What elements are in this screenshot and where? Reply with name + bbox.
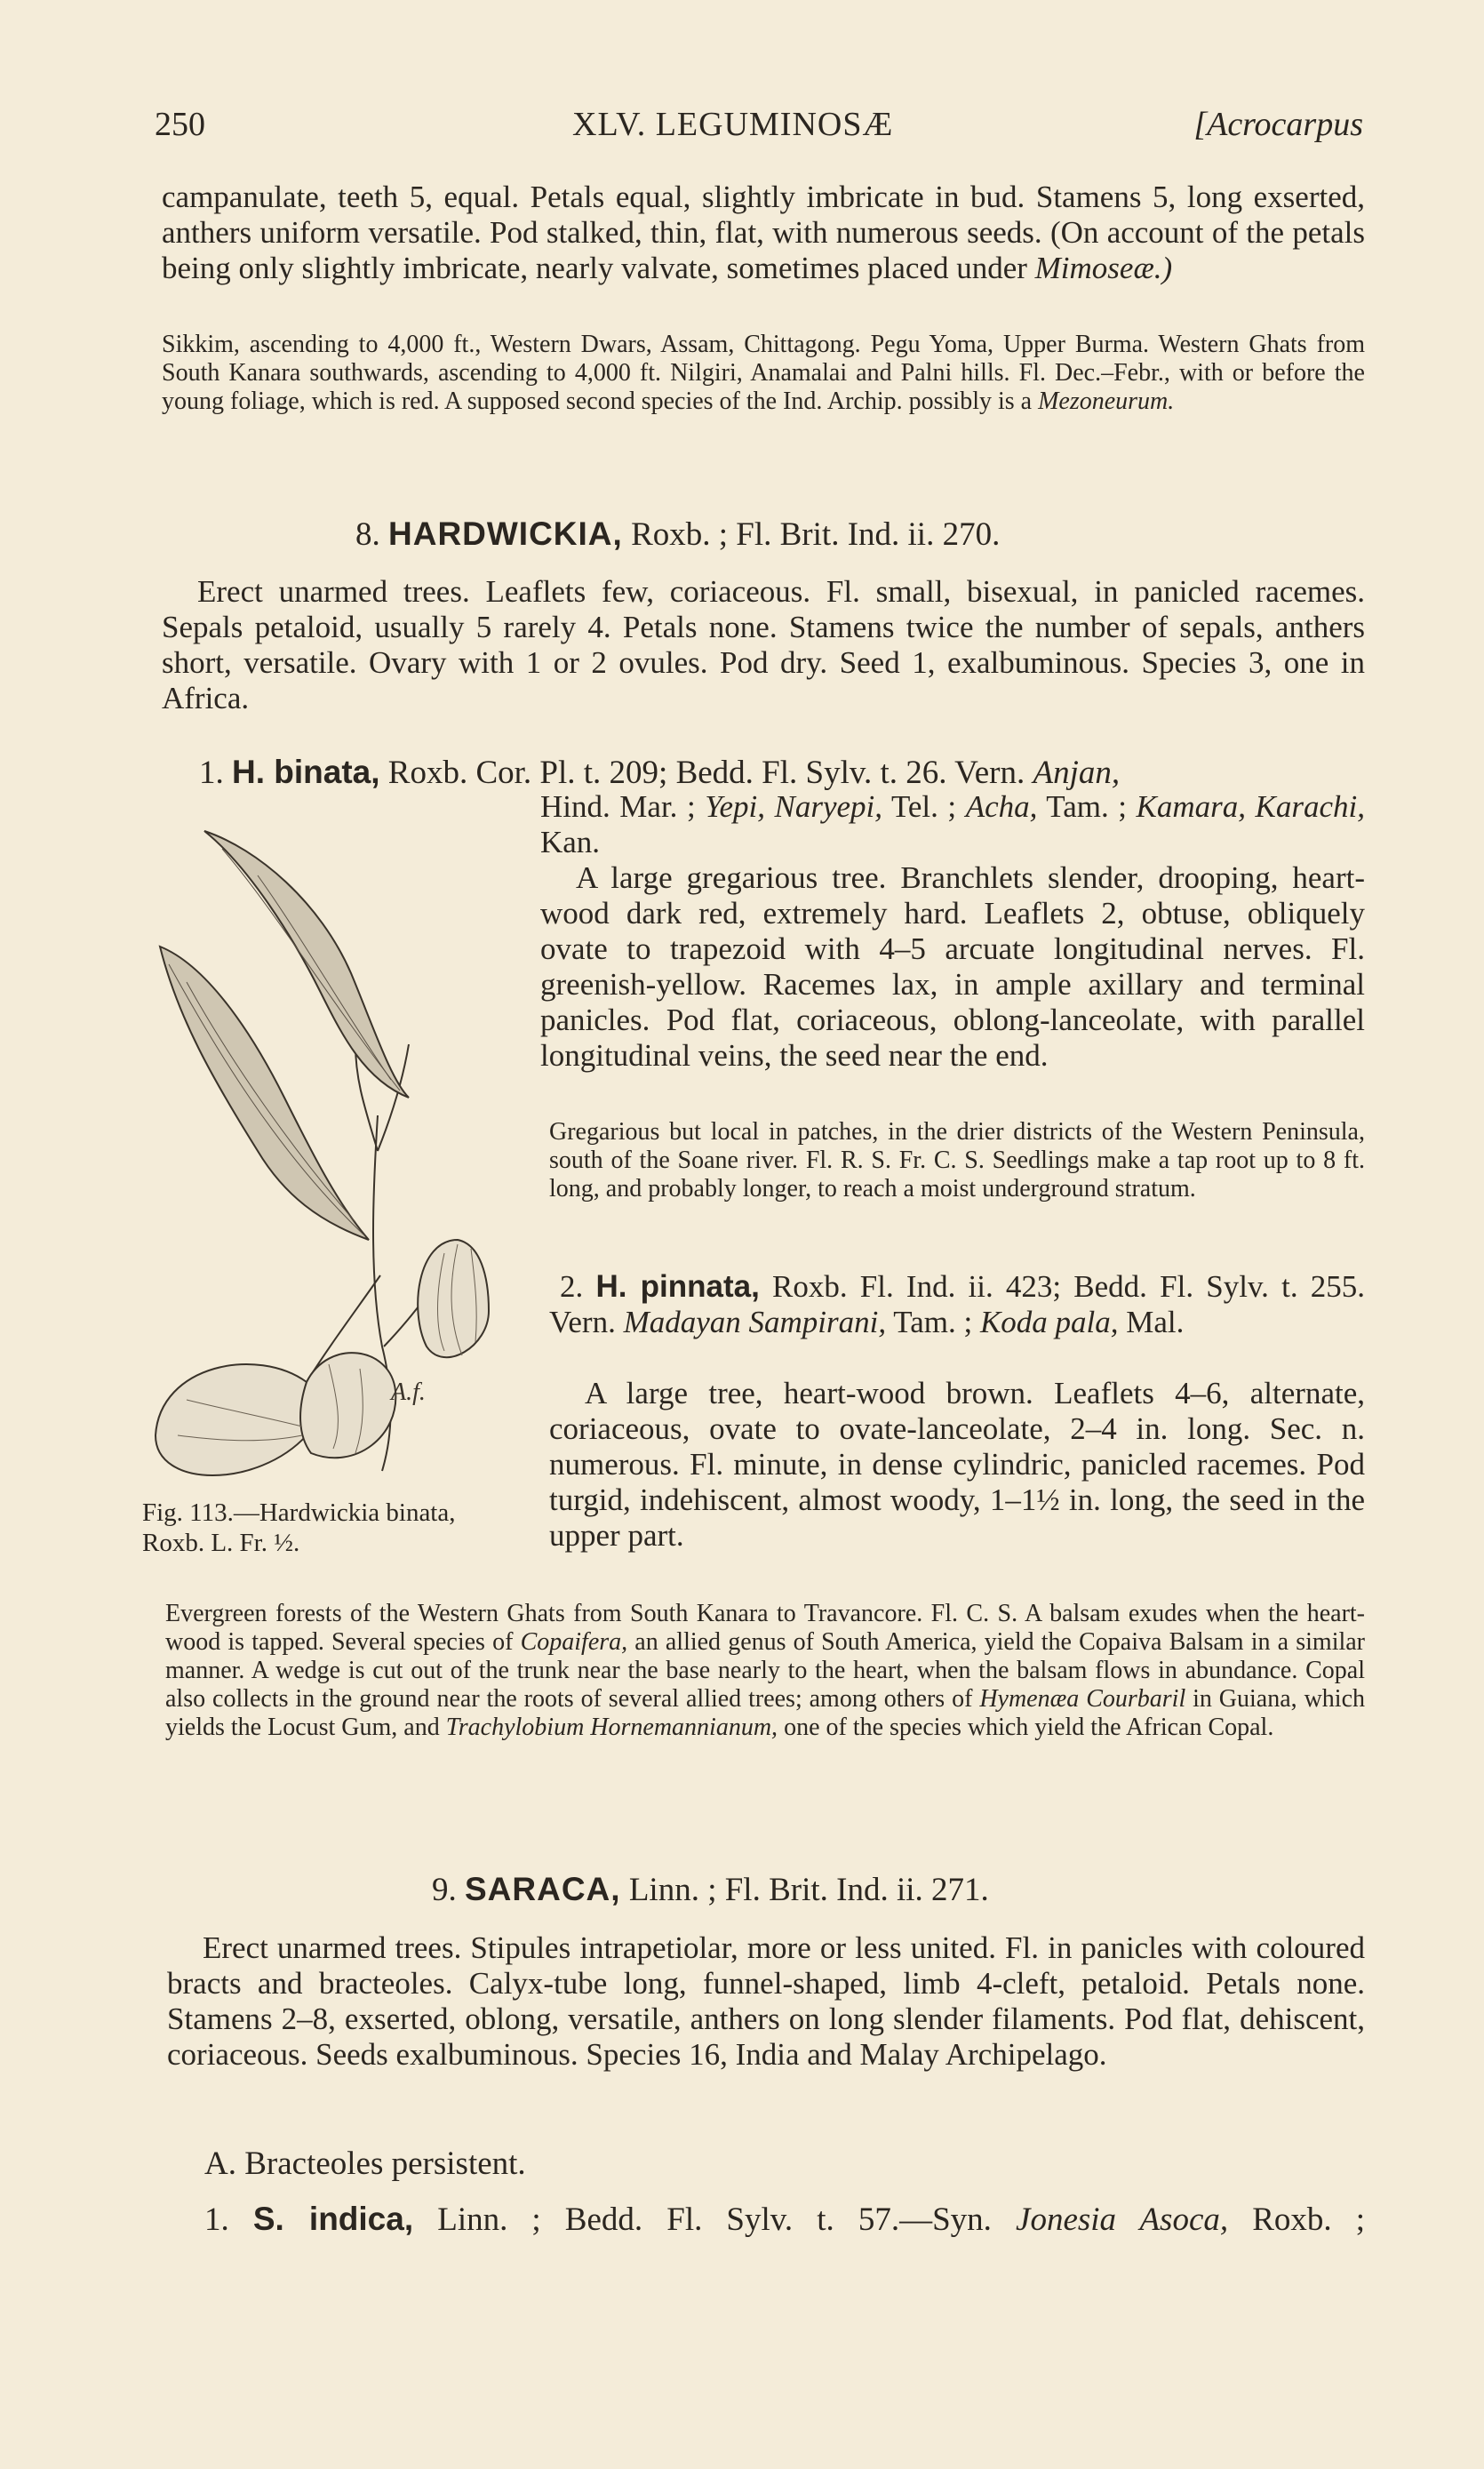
genus-heading-saraca: 9. SARACA, Linn. ; Fl. Brit. Ind. ii. 271.	[432, 1871, 989, 1908]
hardwickia-binata-illustration	[151, 813, 542, 1498]
leaflet-left-b	[300, 1353, 395, 1458]
h-binata-distribution: Gregarious but local in patches, in the drier districts of the Western Peninsula, south of the Soane river. Fl. R. S. Fr. C. S. Seedlings make a tap root up to 8 ft. long, and probably longer, to reach a moist underground stratum.	[549, 1118, 1365, 1203]
leaflet-right	[418, 1240, 489, 1357]
h-pinnata-description: A large tree, heart-wood brown. Leaflets 4–6, alternate, coriaceous, ovate to ovate-lanceolate, 2–4 in. long. Sec. n. numerous. Fl. minute, in dense cylindric, panicled racemes. Pod turgid, indehiscent, almost woody, 1–1½ in. long, the seed in the upper part.	[549, 1376, 1365, 1553]
species-heading-h-pinnata: 2. H. pinnata, Roxb. Fl. Ind. ii. 423; Bedd. Fl. Sylv. t. 255. Vern. Madayan Sampirani, Tam. ; Koda pala, Mal.	[549, 1269, 1366, 1339]
h-binata-description: A large gregarious tree. Branchlets slender, drooping, heart-wood dark red, extremely hard. Leaflets 2, obtuse, obliquely ovate to trapezoid with 4–5 arcuate longitudinal nerves. Fl. greenish-yellow. Racemes lax, in ample axillary and terminal panicles. Pod flat, coriaceous, oblong-lanceolate, with parallel longitudinal veins, the seed near the end.	[540, 860, 1365, 1073]
chapter-title: XLV. LEGUMINOSÆ	[572, 106, 894, 143]
subsection-heading: A. Bracteoles persistent.	[204, 2145, 526, 2182]
h-binata-vernacular: Hind. Mar. ; Yepi, Naryepi, Tel. ; Acha, Tam. ; Kamara, Karachi, Kan.	[540, 789, 1366, 859]
page-number: 250	[155, 106, 205, 143]
species-heading-s-indica: 1. S. indica, Linn. ; Bedd. Fl. Sylv. t. 57.—Syn. Jonesia Asoca, Roxb. ;	[204, 2201, 1366, 2238]
intro-distribution: Sikkim, ascending to 4,000 ft., Western Dwars, Assam, Chittagong. Pegu Yoma, Upper Burma. Western Ghats from South Kanara southwards, ascending to 4,000 ft. Nilgiri, Anamalai and Palni hills. Fl. Dec.–Febr., with or before the young foliage, which is red. A supposed second species of the Ind. Archip. possibly is a Mezoneurum.	[162, 331, 1365, 415]
h-pinnata-distribution: Evergreen forests of the Western Ghats from South Kanara to Travancore. Fl. C. S. A balsam exudes when the heart-wood is tapped. Several species of Copaifera, an allied genus of South America, yield the Copaiva Balsam in a similar manner. A wedge is cut out of the trunk near the base nearly to the heart, when the balsam flows in abundance. Copal also collects in the ground near the roots of several allied trees; among others of Hymenæa Courbaril in Guiana, which yields the Locust Gum, and Trachylobium Hornemannianum, one of the species which yield the African Copal.	[165, 1600, 1366, 1741]
leaflet-left-a	[156, 1364, 316, 1475]
figure-caption: Fig. 113.—Hardwickia binata, Roxb. L. Fr. ½.	[142, 1498, 456, 1557]
page-header	[155, 105, 1363, 149]
genus-heading-hardwickia: 8. HARDWICKIA, Roxb. ; Fl. Brit. Ind. ii. 270.	[355, 515, 1001, 553]
saraca-description: Erect unarmed trees. Stipules intrapetiolar, more or less united. Fl. in panicles with coloured bracts and bracteoles. Calyx-tube long, funnel-shaped, limb 4-cleft, petaloid. Petals none. Stamens 2–8, exserted, oblong, versatile, anthers on long slender filaments. Pod flat, dehiscent, coriaceous. Seeds exalbuminous. Species 16, India and Malay Archipelago.	[167, 1930, 1365, 2072]
illustrator-initials: A.f.	[391, 1378, 426, 1406]
species-heading-h-binata: 1. H. binata, Roxb. Cor. Pl. t. 209; Bedd. Fl. Sylv. t. 26. Vern. Anjan,	[199, 754, 1121, 791]
running-head: [Acrocarpus	[1193, 106, 1363, 143]
intro-paragraph: campanulate, teeth 5, equal. Petals equal, slightly imbricate in bud. Stamens 5, long exserted, anthers uniform versatile. Pod stalked, thin, flat, with numerous seeds. (On account of the petals being only slightly imbricate, nearly valvate, sometimes placed under Mimoseæ.)	[162, 180, 1365, 285]
hardwickia-description: Erect unarmed trees. Leaflets few, coriaceous. Fl. small, bisexual, in panicled racemes. Sepals petaloid, usually 5 rarely 4. Petals none. Stamens twice the number of sepals, anthers short, versatile. Ovary with 1 or 2 ovules. Pod dry. Seed 1, exalbuminous. Species 3, one in Africa.	[162, 574, 1365, 715]
